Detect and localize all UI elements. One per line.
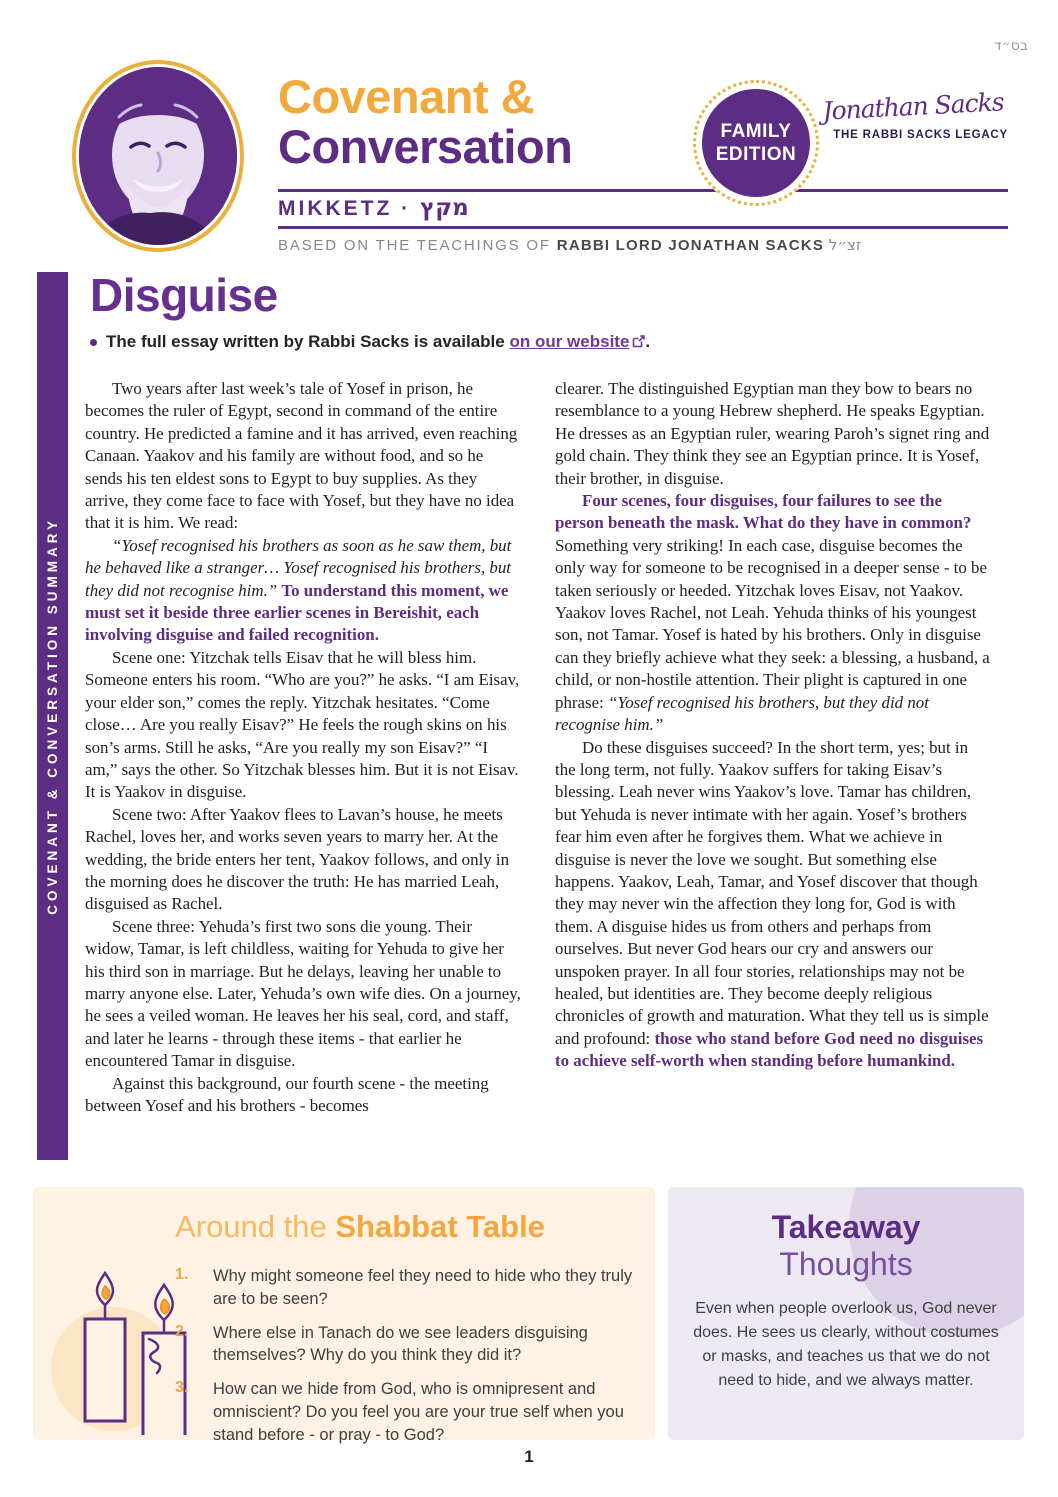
rabbi-portrait xyxy=(79,67,237,245)
article-paragraph: Scene two: After Yaakov flees to Lavan’s house, he meets Rachel, loves her, and works seven years to marry her. At the wedding, the bride enters her tent, Yaakov follows, and only in the morning does he discover the truth: He has married Leah, disguised as Rachel. xyxy=(85,804,510,914)
question-text: How can we hide from God, who is omnipresent and omniscient? Do you feel you are your true self when you stand before - or pray - to God? xyxy=(213,1380,624,1444)
legacy-logo xyxy=(818,87,1008,141)
shabbat-title-bold: Shabbat Table xyxy=(335,1209,545,1244)
question-number: 3. xyxy=(175,1379,189,1397)
page-number: 1 xyxy=(524,1447,534,1466)
legacy-label: THE RABBI SACKS LEGACY xyxy=(833,129,1008,141)
summary-sidebar xyxy=(37,272,68,1160)
badge-line-2: EDITION xyxy=(715,144,797,165)
parsha-name-en: MIKKETZ · xyxy=(278,197,412,220)
parsha-name-hebrew: מקץ xyxy=(420,195,469,221)
shabbat-question xyxy=(175,1378,645,1446)
header-divider-bottom xyxy=(278,226,1008,229)
article-left-column xyxy=(85,378,522,1117)
takeaway-title-light: Thoughts xyxy=(779,1246,913,1282)
availability-text xyxy=(106,332,650,352)
article-paragraph: “Yosef recognised his brothers as soon as he saw them, but he behaved like a stranger… Yosef recognised his brothers, but they did not recognise him.” To understand this moment, we must set it beside three earlier scenes in Bereishit, each involving disguise and failed recognition. xyxy=(85,535,512,645)
question-text: Where else in Tanach do we see leaders disguising themselves? Why do you think they did it? xyxy=(213,1323,588,1365)
article-paragraph: Scene one: Yitzchak tells Eisav that he will bless him. Someone enters his room. “Who are you?” he asks. “I am Eisav, your elder son,” comes the reply. Yitzchak hesitates. “Come close… Are you really Eisav?” He feels the rough skins on his son’s arms. Still he asks, “Are you really my son Eisav?” “I am,” says the other. So Yitzchak blesses him. But it is not Eisav. It is Yaakov in disguise. xyxy=(85,647,520,802)
takeaway-title-bold: Takeaway xyxy=(771,1209,921,1245)
shabbat-table-card xyxy=(33,1187,655,1444)
attribution-name: RABBI LORD JONATHAN SACKS xyxy=(556,237,825,254)
signature-logo: Jonathan Sacks xyxy=(821,87,1005,126)
page-title: Disguise xyxy=(90,269,278,321)
article-paragraph: Do these disguises succeed? In the short term, yes; but in the long term, not fully. Yaakov suffers for taking Eisav’s blessing. Leah never wins Yaakov’s love. Tamar has children, but Yehuda is never intimate with her again. Yosef’s brothers fear him even after he forgives them. What we achieve in disguise is never the love we sought. But something else happens. Yaakov, Leah, Tamar, and Yosef discover that though they may never win the affection they long for, God is with them. A disguise hides us from others and perhaps from ourselves. But never God hears our cry and answers our unspoken prayer. In all four stories, relationships may not be healed, but identities are. They become deeply religious chronicles of growth and maturation. What they tell us is simple and profound: those who stand before God need no disguises to achieve self-worth when standing before humankind. xyxy=(555,737,989,1071)
summary-sidebar-label: COVENANT & CONVERSATION SUMMARY xyxy=(45,517,60,915)
bsd-mark: בס״ד xyxy=(994,38,1028,54)
attribution-prefix: BASED ON THE TEACHINGS OF xyxy=(278,237,557,254)
question-number: 2. xyxy=(175,1322,189,1340)
family-edition-badge xyxy=(693,80,819,206)
badge-line-1: FAMILY xyxy=(720,121,792,142)
external-link-icon xyxy=(632,335,645,348)
bullet-icon xyxy=(90,339,97,346)
takeaway-title xyxy=(668,1209,1024,1283)
availability-note xyxy=(90,332,650,352)
attribution-line xyxy=(278,236,861,254)
website-link[interactable] xyxy=(509,332,645,351)
shabbat-title-light: Around the xyxy=(175,1209,336,1244)
header-divider-top xyxy=(278,189,1008,192)
shabbat-question xyxy=(175,1322,645,1368)
shabbat-question xyxy=(175,1265,645,1311)
article-paragraph: Against this background, our fourth scene - the meeting between Yosef and his brothers - becomes xyxy=(85,1073,489,1115)
shabbat-title xyxy=(33,1209,655,1245)
brand-wordmark xyxy=(278,72,572,172)
article-paragraph: Scene three: Yehuda’s first two sons die young. Their widow, Tamar, is left childless, waiting for Yehuda to give her his third son in marriage. But he delays, leaving her unable to marry anyone else. Later, Yehuda’s own wife dies. On a journey, he sees a veiled woman. He leaves her his seal, cord, and staff, and later he learns - through these items - that earlier he encountered Tamar in disguise. xyxy=(85,916,521,1071)
attribution-honorific: זצ״ל xyxy=(824,236,862,254)
portrait-illustration xyxy=(79,67,237,245)
article-paragraph: clearer. The distinguished Egyptian man they bow to bears no resemblance to a young Hebrew shepherd. He speaks Egyptian. He dresses as an Egyptian ruler, wearing Paroh’s signet ring and gold chain. They think they see an Egyptian prince. It is Yosef, their brother, in disguise. xyxy=(555,379,990,488)
article-paragraph: Two years after last week’s tale of Yosef in prison, he becomes the ruler of Egypt, second in command of the entire country. He predicted a famine and it has arrived, even reaching Canaan. Yaakov and his family are without food, and so he sends his ten eldest sons to Egypt to buy supplies. As they arrive, they come face to face with Yosef, but they have no idea that it is him. We read: xyxy=(85,379,518,533)
brand-line-1: Covenant & xyxy=(278,70,535,123)
article-paragraph: Four scenes, four disguises, four failures to see the person beneath the mask. What do they have in common? Something very striking! In each case, disguise becomes the only way for someone to be recognised in a deeper sense - to be taken seriously or heeded. Yitzchak loves Eisav, not Yaakov. Yaakov loves Rachel, not Leah. Yehuda thinks of his youngest son, not Tamar. Yosef is hated by his brothers. Only in disguise can they briefly achieve what they seek: a blessing, a husband, a child, or non-hostile attention. Their plight is captured in one phrase: “Yosef recognised his brothers, but they did not recognise him.” xyxy=(555,491,990,735)
avatar xyxy=(72,60,244,252)
availability-prefix: The full essay written by Rabbi Sacks is available xyxy=(106,332,510,351)
availability-suffix: . xyxy=(645,332,651,351)
family-edition-badge-label xyxy=(702,89,810,197)
question-text: Why might someone feel they need to hide who they truly are to be seen? xyxy=(213,1267,633,1308)
takeaway-card xyxy=(668,1187,1024,1440)
question-number: 1. xyxy=(175,1266,189,1283)
brand-line-2: Conversation xyxy=(278,120,573,173)
website-link-label: on our website xyxy=(509,332,630,351)
article-right-column xyxy=(555,378,992,1073)
takeaway-body: Even when people overlook us, God never does. He sees us clearly, without costumes or masks, and teaches us that we do not need to hide, and we always matter. xyxy=(693,1300,999,1389)
parsha-title xyxy=(278,195,469,221)
shabbat-questions xyxy=(175,1265,645,1457)
